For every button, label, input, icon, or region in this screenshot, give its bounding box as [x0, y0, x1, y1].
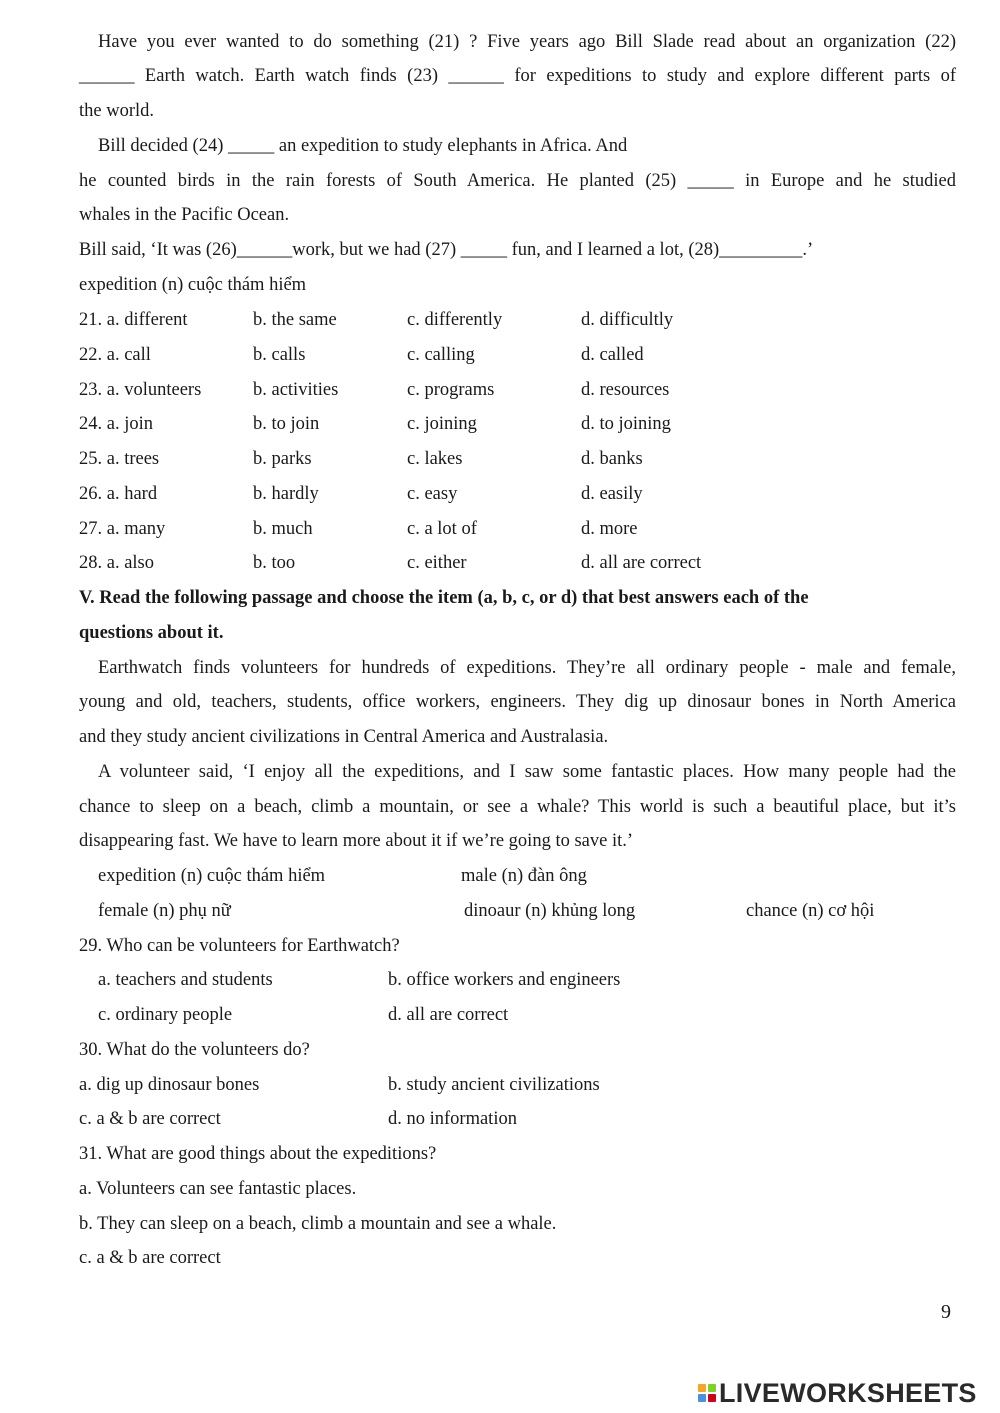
- option-a: 22. a. call: [79, 345, 151, 365]
- option-c: c. ordinary people: [98, 1005, 233, 1025]
- passage-iv-line-1: Have you ever wanted to do something (21) ? Five years ago Bill Slade read about an organization (22): [98, 32, 956, 52]
- option-d: d. all are correct: [581, 553, 702, 573]
- vocab-dinosaur: dinoaur (n) khủng long: [464, 901, 636, 921]
- option-b: b. study ancient civilizations: [388, 1075, 600, 1095]
- passage-iv-vocab: expedition (n) cuộc thám hiểm: [79, 275, 307, 295]
- vocab-chance: chance (n) cơ hội: [746, 901, 875, 921]
- section-v-heading: V. Read the following passage and choose the item (a, b, c, or d) that best answers each of the: [79, 588, 809, 608]
- option-a: 23. a. volunteers: [79, 380, 202, 400]
- question-text: 30. What do the volunteers do?: [79, 1040, 310, 1060]
- section-v-para1-line-2: young and old, teachers, students, office workers, engineers. They dig up dinosaur bones in North America: [79, 692, 956, 712]
- option-b: b. They can sleep on a beach, climb a mountain and see a whale.: [79, 1214, 557, 1234]
- option-d: d. all are correct: [388, 1005, 509, 1025]
- option-d: d. no information: [388, 1109, 517, 1129]
- option-c: c. either: [407, 553, 467, 573]
- option-c: c. lakes: [407, 449, 463, 469]
- option-a: 24. a. join: [79, 414, 153, 434]
- option-c: c. a & b are correct: [79, 1109, 221, 1129]
- vocab-female: female (n) phụ nữ: [98, 901, 231, 921]
- liveworksheets-logo: [698, 1378, 977, 1408]
- section-v-heading-cont: questions about it.: [79, 623, 224, 643]
- option-b: b. the same: [253, 310, 337, 330]
- option-b: b. calls: [253, 345, 306, 365]
- option-a: a. Volunteers can see fantastic places.: [79, 1179, 357, 1199]
- option-d: d. more: [581, 519, 638, 539]
- vocab-expedition: expedition (n) cuộc thám hiểm: [98, 866, 326, 886]
- passage-iv-line-2: ______ Earth watch. Earth watch finds (23) ______ for expeditions to study and explore different parts of: [79, 66, 956, 86]
- option-d: d. called: [581, 345, 644, 365]
- passage-iv-line-7: Bill said, ‘It was (26)______work, but we had (27) _____ fun, and I learned a lot, (28)_________.’: [79, 240, 814, 260]
- option-c: c. a & b are correct: [79, 1248, 221, 1268]
- page-number: 9: [941, 1301, 951, 1323]
- option-d: d. easily: [581, 484, 643, 504]
- logo-text: LIVEWORKSHEETS: [719, 1378, 977, 1408]
- vocab-male: male (n) đàn ông: [461, 866, 587, 886]
- option-c: c. programs: [407, 380, 495, 400]
- question-text: 29. Who can be volunteers for Earthwatch?: [79, 936, 400, 956]
- section-v-para2-line-1: A volunteer said, ‘I enjoy all the expeditions, and I saw some fantastic places. How many people had the: [98, 762, 956, 782]
- option-a: 21. a. different: [79, 310, 188, 330]
- logo-mark-icon: [698, 1384, 716, 1402]
- passage-iv-line-3: the world.: [79, 101, 155, 121]
- option-d: d. resources: [581, 380, 670, 400]
- passage-iv-line-5: he counted birds in the rain forests of South America. He planted (25) _____ in Europe and he studied: [79, 171, 956, 191]
- option-c: c. easy: [407, 484, 458, 504]
- section-v-para1-line-3: and they study ancient civilizations in Central America and Australasia.: [79, 727, 609, 747]
- logo-square-4: [708, 1394, 716, 1402]
- question-text: 31. What are good things about the expeditions?: [79, 1144, 437, 1164]
- passage-iv-line-6: whales in the Pacific Ocean.: [79, 205, 290, 225]
- section-v-para2-line-3: disappearing fast. We have to learn more about it if we’re going to save it.’: [79, 831, 634, 851]
- option-d: d. banks: [581, 449, 643, 469]
- option-d: d. to joining: [581, 414, 671, 434]
- section-v-para2-line-2: chance to sleep on a beach, climb a mountain, or see a whale? This world is such a beautiful place, but it’s: [79, 797, 956, 817]
- option-c: c. joining: [407, 414, 477, 434]
- option-c: c. a lot of: [407, 519, 477, 539]
- option-b: b. hardly: [253, 484, 319, 504]
- logo-square-2: [708, 1384, 716, 1392]
- option-a: 28. a. also: [79, 553, 155, 573]
- option-a: a. dig up dinosaur bones: [79, 1075, 260, 1095]
- option-b: b. to join: [253, 414, 320, 434]
- option-c: c. differently: [407, 310, 503, 330]
- option-b: b. too: [253, 553, 296, 573]
- option-b: b. much: [253, 519, 313, 539]
- section-v-para1-line-1: Earthwatch finds volunteers for hundreds of expeditions. They’re all ordinary people - male and female,: [98, 658, 956, 678]
- logo-square-3: [698, 1394, 706, 1402]
- option-a: a. teachers and students: [98, 970, 273, 990]
- option-d: d. difficultly: [581, 310, 674, 330]
- option-c: c. calling: [407, 345, 475, 365]
- option-b: b. office workers and engineers: [388, 970, 621, 990]
- passage-iv-line-4: Bill decided (24) _____ an expedition to study elephants in Africa. And: [98, 136, 628, 156]
- logo-square-1: [698, 1384, 706, 1392]
- option-a: 27. a. many: [79, 519, 166, 539]
- option-a: 25. a. trees: [79, 449, 160, 469]
- option-a: 26. a. hard: [79, 484, 158, 504]
- option-b: b. parks: [253, 449, 312, 469]
- option-b: b. activities: [253, 380, 339, 400]
